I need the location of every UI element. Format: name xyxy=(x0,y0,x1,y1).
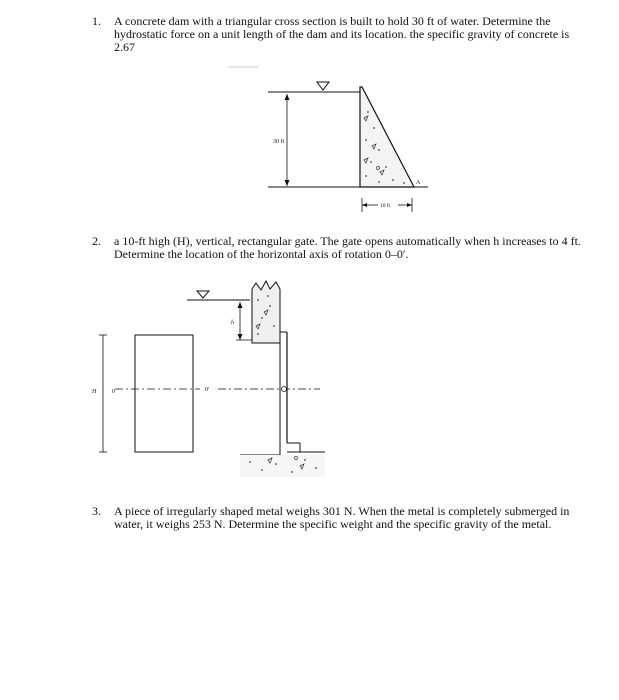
base-label: 10 ft xyxy=(380,203,391,209)
problem-number: 1. xyxy=(92,14,101,28)
problem-3 xyxy=(92,505,572,531)
problem-text: A piece of irregularly shaped metal weighs 301 N. When the metal is completely submerged in water, it weighs 253 N. Determine the specific weight and the specific gravity of the metal. xyxy=(114,504,570,531)
water-level-icon xyxy=(197,291,209,298)
depth-label: h xyxy=(231,320,234,326)
height-label: 30 ft xyxy=(273,139,285,145)
axis-label-prime: 0′ xyxy=(205,387,210,393)
problem-text: a 10-ft high (H), vertical, rectangular gate. The gate opens automatically when h increases to 4 ft. Determine the location of the horizontal axis of rotation 0–0′. xyxy=(114,234,581,261)
point-a-label: A xyxy=(416,180,421,186)
problem-number: 3. xyxy=(92,504,101,518)
axis-label: 0 xyxy=(112,389,115,395)
problem-number: 2. xyxy=(92,234,101,248)
height-label: H xyxy=(92,389,97,395)
gate-front-view xyxy=(135,335,193,452)
problem-text: A concrete dam with a triangular cross section is built to hold 30 ft of water. Determine the hydrostatic force on a unit length of the dam and its location. the specific gravity of concrete is 2.67 xyxy=(114,14,570,54)
